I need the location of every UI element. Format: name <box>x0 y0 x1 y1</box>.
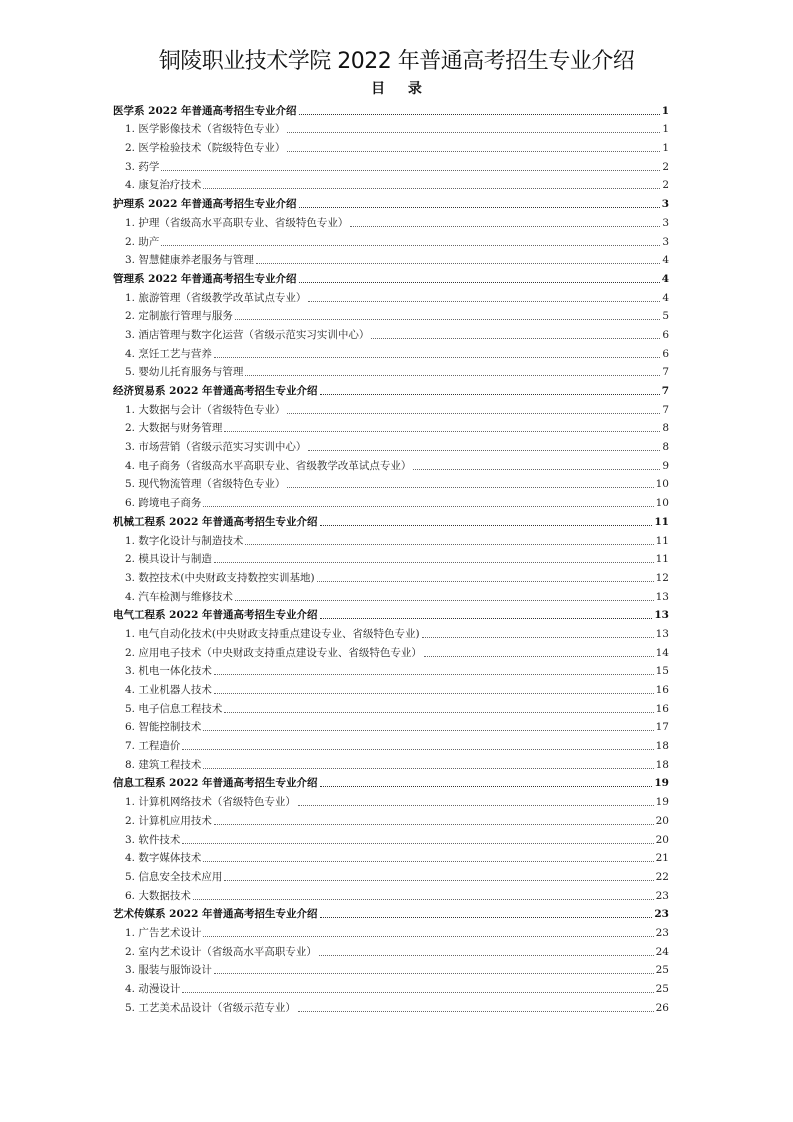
toc-item-entry[interactable] <box>113 230 669 249</box>
dot-leader <box>203 768 653 769</box>
toc-entry-page: 3 <box>662 216 669 229</box>
toc-item-entry[interactable] <box>113 473 669 492</box>
toc-entry-page: 9 <box>662 459 669 472</box>
toc-item-entry[interactable] <box>113 136 669 155</box>
toc-entry-label: 3. 市场营销（省级示范实习实训中心） <box>125 441 307 454</box>
dot-leader <box>256 263 660 264</box>
dot-leader <box>245 544 653 545</box>
toc-entry-page: 7 <box>662 403 669 416</box>
toc-entry-label: 5. 电子信息工程技术 <box>125 702 223 715</box>
toc-item-entry[interactable] <box>113 921 669 940</box>
toc-item-entry[interactable] <box>113 155 669 174</box>
toc-entry-page: 4 <box>662 291 669 304</box>
toc-section-entry[interactable] <box>113 510 669 529</box>
dot-leader <box>320 786 653 787</box>
toc-entry-label: 护理系 2022 年普通高考招生专业介绍 <box>113 198 297 211</box>
toc-entry-label: 3. 机电一体化技术 <box>125 665 212 678</box>
toc-item-entry[interactable] <box>113 753 669 772</box>
dot-leader <box>317 581 654 582</box>
toc-entry-page: 3 <box>662 235 669 248</box>
document-title: 铜陵职业技术学院 2022 年普通高考招生专业介绍 <box>158 49 635 74</box>
toc-item-entry[interactable] <box>113 286 669 305</box>
toc-item-entry[interactable] <box>113 865 669 884</box>
toc-entry-page: 2 <box>662 179 669 192</box>
dot-leader <box>320 394 660 395</box>
toc-section-entry[interactable] <box>113 99 669 118</box>
dot-leader <box>413 469 660 470</box>
toc-item-entry[interactable] <box>113 641 669 660</box>
toc-section-entry[interactable] <box>113 267 669 286</box>
toc-entry-page: 15 <box>655 665 669 678</box>
toc-entry-label: 4. 汽车检测与维修技术 <box>125 590 233 603</box>
toc-entry-page: 18 <box>655 758 669 771</box>
dot-leader <box>214 973 654 974</box>
toc-item-entry[interactable] <box>113 790 669 809</box>
toc-entry-page: 12 <box>655 571 669 584</box>
dot-leader <box>350 226 660 227</box>
toc-entry-page: 1 <box>661 104 669 117</box>
toc-item-entry[interactable] <box>113 678 669 697</box>
toc-item-entry[interactable] <box>113 548 669 567</box>
toc-entry-label: 1. 广告艺术设计 <box>125 926 202 939</box>
dot-leader <box>182 749 653 750</box>
toc-item-entry[interactable] <box>113 884 669 903</box>
toc-entry-label: 4. 电子商务（省级高水平高职专业、省级教学改革试点专业） <box>125 459 412 472</box>
toc-entry-label: 2. 定制旅行管理与服务 <box>125 310 233 323</box>
toc-item-entry[interactable] <box>113 454 669 473</box>
dot-leader <box>320 618 653 619</box>
toc-entry-page: 6 <box>662 347 669 360</box>
dot-leader <box>245 375 660 376</box>
toc-item-entry[interactable] <box>113 940 669 959</box>
toc-item-entry[interactable] <box>113 491 669 510</box>
toc-entry-label: 2. 室内艺术设计（省级高水平高职专业） <box>125 945 317 958</box>
toc-item-entry[interactable] <box>113 417 669 436</box>
toc-entry-label: 5. 婴幼儿托育服务与管理 <box>125 366 244 379</box>
toc-item-entry[interactable] <box>113 174 669 193</box>
toc-entry-label: 机械工程系 2022 年普通高考招生专业介绍 <box>113 515 318 528</box>
toc-item-entry[interactable] <box>113 566 669 585</box>
toc-entry-page: 14 <box>655 646 669 659</box>
toc-entry-label: 6. 大数据技术 <box>125 889 191 902</box>
toc-item-entry[interactable] <box>113 959 669 978</box>
dot-leader <box>299 207 660 208</box>
toc-section-entry[interactable] <box>113 604 669 623</box>
toc-entry-label: 7. 工程造价 <box>125 740 181 753</box>
dot-leader <box>214 562 654 563</box>
toc-entry-page: 13 <box>655 627 669 640</box>
toc-entry-page: 13 <box>655 590 669 603</box>
dot-leader <box>161 245 660 246</box>
dot-leader <box>287 413 660 414</box>
toc-item-entry[interactable] <box>113 435 669 454</box>
dot-leader <box>320 917 653 918</box>
toc-item-entry[interactable] <box>113 809 669 828</box>
dot-leader <box>299 114 660 115</box>
dot-leader <box>203 730 653 731</box>
toc-item-entry[interactable] <box>113 660 669 679</box>
toc-item-entry[interactable] <box>113 118 669 137</box>
toc-entry-page: 23 <box>655 889 669 902</box>
toc-item-entry[interactable] <box>113 828 669 847</box>
toc-entry-label: 3. 数控技术(中央财政支持数控实训基地) <box>125 571 315 584</box>
toc-entry-label: 3. 智慧健康养老服务与管理 <box>125 254 254 267</box>
dot-leader <box>214 693 654 694</box>
toc-entry-label: 2. 计算机应用技术 <box>125 814 212 827</box>
toc-entry-page: 11 <box>655 534 669 547</box>
toc-entry-label: 3. 酒店管理与数字化运营（省级示范实习实训中心） <box>125 328 370 341</box>
toc-entry-page: 8 <box>662 422 669 435</box>
toc-entry-label: 8. 建筑工程技术 <box>125 758 202 771</box>
dot-leader <box>319 955 654 956</box>
toc-entry-page: 16 <box>655 684 669 696</box>
toc-entry-page: 23 <box>655 926 669 939</box>
toc-item-entry[interactable] <box>113 398 669 417</box>
toc-entry-page: 17 <box>655 721 669 734</box>
dot-leader <box>224 880 653 881</box>
toc-entry-label: 医学系 2022 年普通高考招生专业介绍 <box>113 104 297 117</box>
dot-leader <box>287 487 653 488</box>
dot-leader <box>298 805 654 806</box>
toc-entry-page: 19 <box>655 796 669 809</box>
toc-entry-page: 3 <box>661 198 669 211</box>
toc-entry-label: 经济贸易系 2022 年普通高考招生专业介绍 <box>113 385 318 397</box>
toc-section-entry[interactable] <box>113 192 669 211</box>
toc-entry-label: 5. 工艺美术品设计（省级示范专业） <box>125 1001 296 1014</box>
toc-entry-label: 信息工程系 2022 年普通高考招生专业介绍 <box>113 777 318 790</box>
toc-entry-page: 1 <box>662 142 669 155</box>
toc-entry-label: 1. 计算机网络技术（省级特色专业） <box>125 796 296 809</box>
dot-leader <box>182 843 653 844</box>
dot-leader <box>161 170 660 171</box>
toc-item-entry[interactable] <box>113 697 669 716</box>
dot-leader <box>299 282 660 283</box>
toc-item-entry[interactable] <box>113 249 669 268</box>
toc-entry-page: 7 <box>661 385 669 397</box>
toc-entry-label: 艺术传媒系 2022 年普通高考招生专业介绍 <box>113 908 318 921</box>
toc-heading: 目 录 <box>371 81 422 97</box>
dot-leader <box>235 319 660 320</box>
toc-entry-label: 2. 大数据与财务管理 <box>125 422 223 435</box>
toc-entry-label: 5. 信息安全技术应用 <box>125 870 223 883</box>
toc-entry-label: 2. 医学检验技术（院级特色专业） <box>125 142 286 155</box>
dot-leader <box>308 301 660 302</box>
toc-item-entry[interactable] <box>113 323 669 342</box>
toc-item-entry[interactable] <box>113 305 669 324</box>
toc-entry-page: 24 <box>655 945 669 958</box>
dot-leader <box>371 338 660 339</box>
toc-entry-label: 2. 助产 <box>125 235 160 248</box>
toc-item-entry[interactable] <box>113 977 669 996</box>
toc-entry-page: 1 <box>662 123 669 136</box>
toc-entry-page: 11 <box>655 553 669 566</box>
toc-entry-page: 5 <box>662 310 669 323</box>
toc-entry-page: 13 <box>654 609 669 622</box>
dot-leader <box>203 936 653 937</box>
toc-entry-page: 19 <box>654 777 669 790</box>
toc-entry-page: 20 <box>655 814 669 827</box>
toc-entry-label: 2. 模具设计与制造 <box>125 553 212 566</box>
toc-entry-label: 5. 现代物流管理（省级特色专业） <box>125 478 286 491</box>
toc-entry-label: 1. 护理（省级高水平高职专业、省级特色专业） <box>125 216 349 229</box>
toc-entry-page: 11 <box>654 515 669 528</box>
toc-entry-page: 26 <box>655 1001 669 1014</box>
toc-entry-page: 21 <box>655 852 669 865</box>
toc-item-entry[interactable] <box>113 847 669 866</box>
toc-entry-label: 电气工程系 2022 年普通高考招生专业介绍 <box>113 609 318 622</box>
toc-entry-page: 22 <box>655 870 669 883</box>
toc-entry-label: 6. 跨境电子商务 <box>125 497 202 510</box>
toc-entry-page: 10 <box>655 478 669 491</box>
toc-entry-page: 16 <box>655 702 669 715</box>
toc-section-entry[interactable] <box>113 903 669 922</box>
dot-leader <box>193 899 654 900</box>
dot-leader <box>214 824 654 825</box>
dot-leader <box>203 188 660 189</box>
toc-entry-label: 3. 药学 <box>125 160 160 173</box>
dot-leader <box>214 357 660 358</box>
toc-entry-label: 1. 数字化设计与制造技术 <box>125 534 244 547</box>
dot-leader <box>235 600 654 601</box>
toc-entry-label: 1. 电气自动化技术(中央财政支持重点建设专业、省级特色专业) <box>125 627 420 640</box>
toc-entry-label: 1. 医学影像技术（省级特色专业） <box>125 123 286 136</box>
dot-leader <box>298 1011 654 1012</box>
toc-entry-label: 4. 工业机器人技术 <box>125 684 212 696</box>
toc-entry-label: 1. 旅游管理（省级教学改革试点专业） <box>125 291 307 304</box>
toc-entry-page: 23 <box>654 908 669 921</box>
toc-entry-label: 3. 软件技术 <box>125 833 181 846</box>
toc-entry-label: 4. 康复治疗技术 <box>125 179 202 192</box>
toc-entry-page: 7 <box>662 366 669 379</box>
dot-leader <box>203 506 653 507</box>
toc-item-entry[interactable] <box>113 622 669 641</box>
toc-entry-page: 6 <box>662 328 669 341</box>
dot-leader <box>224 712 653 713</box>
dot-leader <box>287 132 660 133</box>
toc-entry-label: 4. 数字媒体技术 <box>125 852 202 865</box>
dot-leader <box>422 637 654 638</box>
toc-entry-page: 20 <box>655 833 669 846</box>
toc-item-entry[interactable] <box>113 585 669 604</box>
toc-entry-label: 1. 大数据与会计（省级特色专业） <box>125 403 286 416</box>
dot-leader <box>308 450 660 451</box>
dot-leader <box>203 861 653 862</box>
dot-leader <box>320 525 653 526</box>
toc-item-entry[interactable] <box>113 734 669 753</box>
table-of-contents <box>113 99 669 1015</box>
toc-item-entry[interactable] <box>113 716 669 735</box>
toc-item-entry[interactable] <box>113 211 669 230</box>
toc-entry-label: 2. 应用电子技术（中央财政支持重点建设专业、省级特色专业） <box>125 646 422 659</box>
toc-item-entry[interactable] <box>113 996 669 1015</box>
toc-entry-label: 6. 智能控制技术 <box>125 721 202 734</box>
toc-entry-page: 18 <box>655 740 669 753</box>
toc-entry-page: 4 <box>662 254 669 267</box>
toc-entry-label: 4. 动漫设计 <box>125 983 181 995</box>
dot-leader <box>182 992 653 993</box>
toc-entry-page: 25 <box>655 983 669 995</box>
dot-leader <box>224 431 660 432</box>
toc-entry-page: 4 <box>661 272 669 285</box>
toc-section-entry[interactable] <box>113 379 669 398</box>
toc-entry-label: 4. 烹饪工艺与营养 <box>125 347 212 360</box>
toc-entry-page: 10 <box>655 497 669 510</box>
dot-leader <box>287 151 660 152</box>
toc-item-entry[interactable] <box>113 529 669 548</box>
toc-item-entry[interactable] <box>113 342 669 361</box>
toc-item-entry[interactable] <box>113 361 669 380</box>
toc-section-entry[interactable] <box>113 772 669 791</box>
dot-leader <box>214 674 654 675</box>
toc-entry-page: 2 <box>662 160 669 173</box>
toc-entry-page: 8 <box>662 441 669 454</box>
toc-entry-label: 3. 服装与服饰设计 <box>125 964 212 977</box>
toc-entry-page: 25 <box>655 964 669 977</box>
dot-leader <box>424 656 654 657</box>
toc-entry-label: 管理系 2022 年普通高考招生专业介绍 <box>113 272 297 285</box>
